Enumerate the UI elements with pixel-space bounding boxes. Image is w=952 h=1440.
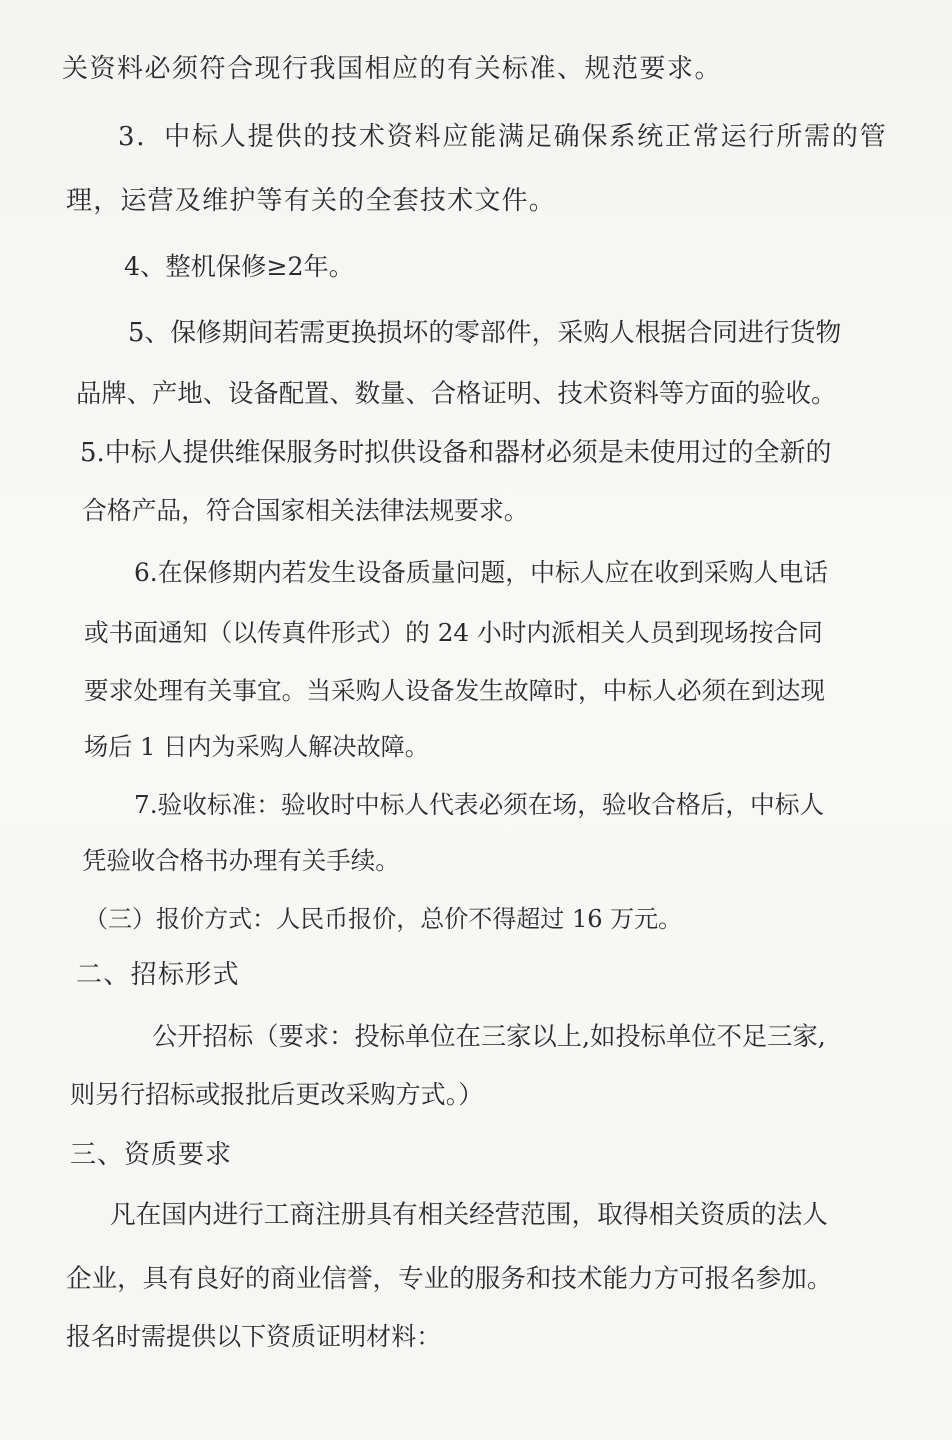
text-line: 理，运营及维护等有关的全套技术文件。 xyxy=(66,186,557,216)
text-line: 凭验收合格书办理有关手续。 xyxy=(82,846,400,875)
text-line: 5、保修期间若需更换损坏的零部件，采购人根据合同进行货物 xyxy=(128,318,842,348)
text-line: 关资料必须符合现行我国相应的有关标准、规范要求。 xyxy=(62,54,723,84)
text-line: 7.验收标准：验收时中标人代表必须在场，验收合格后，中标人 xyxy=(134,790,825,819)
text-line: 公开招标（要求：投标单位在三家以上,如投标单位不足三家, xyxy=(152,1022,826,1051)
text-line: 场后 1 日内为采购人解决故障。 xyxy=(84,733,429,761)
text-line: 品牌、产地、设备配置、数量、合格证明、技术资料等方面的验收。 xyxy=(76,378,837,408)
text-line: 4、整机保修≥2年。 xyxy=(124,252,355,281)
text-line: 要求处理有关事宜。当采购人设备发生故障时，中标人必须在到达现 xyxy=(84,676,826,705)
section-heading: 二、招标形式 xyxy=(76,960,241,990)
text-line: 5.中标人提供维保服务时拟供设备和器材必须是未使用过的全新的 xyxy=(80,438,832,468)
text-line: 则另行招标或报批后更改采购方式。） xyxy=(70,1080,484,1109)
section-heading: 三、资质要求 xyxy=(70,1140,233,1170)
text-line: （三）报价方式：人民币报价，总价不得超过 16 万元。 xyxy=(84,905,683,933)
text-line: 报名时需提供以下资质证明材料： xyxy=(66,1322,442,1351)
text-line: 企业，具有良好的商业信誉，专业的服务和技术能力方可报名参加。 xyxy=(66,1264,833,1294)
text-line: 3．中标人提供的技术资料应能满足确保系统正常运行所需的管 xyxy=(118,122,888,152)
text-line: 凡在国内进行工商注册具有相关经营范围，取得相关资质的法人 xyxy=(110,1200,828,1230)
text-line: 或书面通知（以传真件形式）的 24 小时内派相关人员到现场按合同 xyxy=(84,618,823,647)
text-line: 6.在保修期内若发生设备质量问题，中标人应在收到采购人电话 xyxy=(134,558,829,587)
text-line: 合格产品，符合国家相关法律法规要求。 xyxy=(82,496,529,525)
